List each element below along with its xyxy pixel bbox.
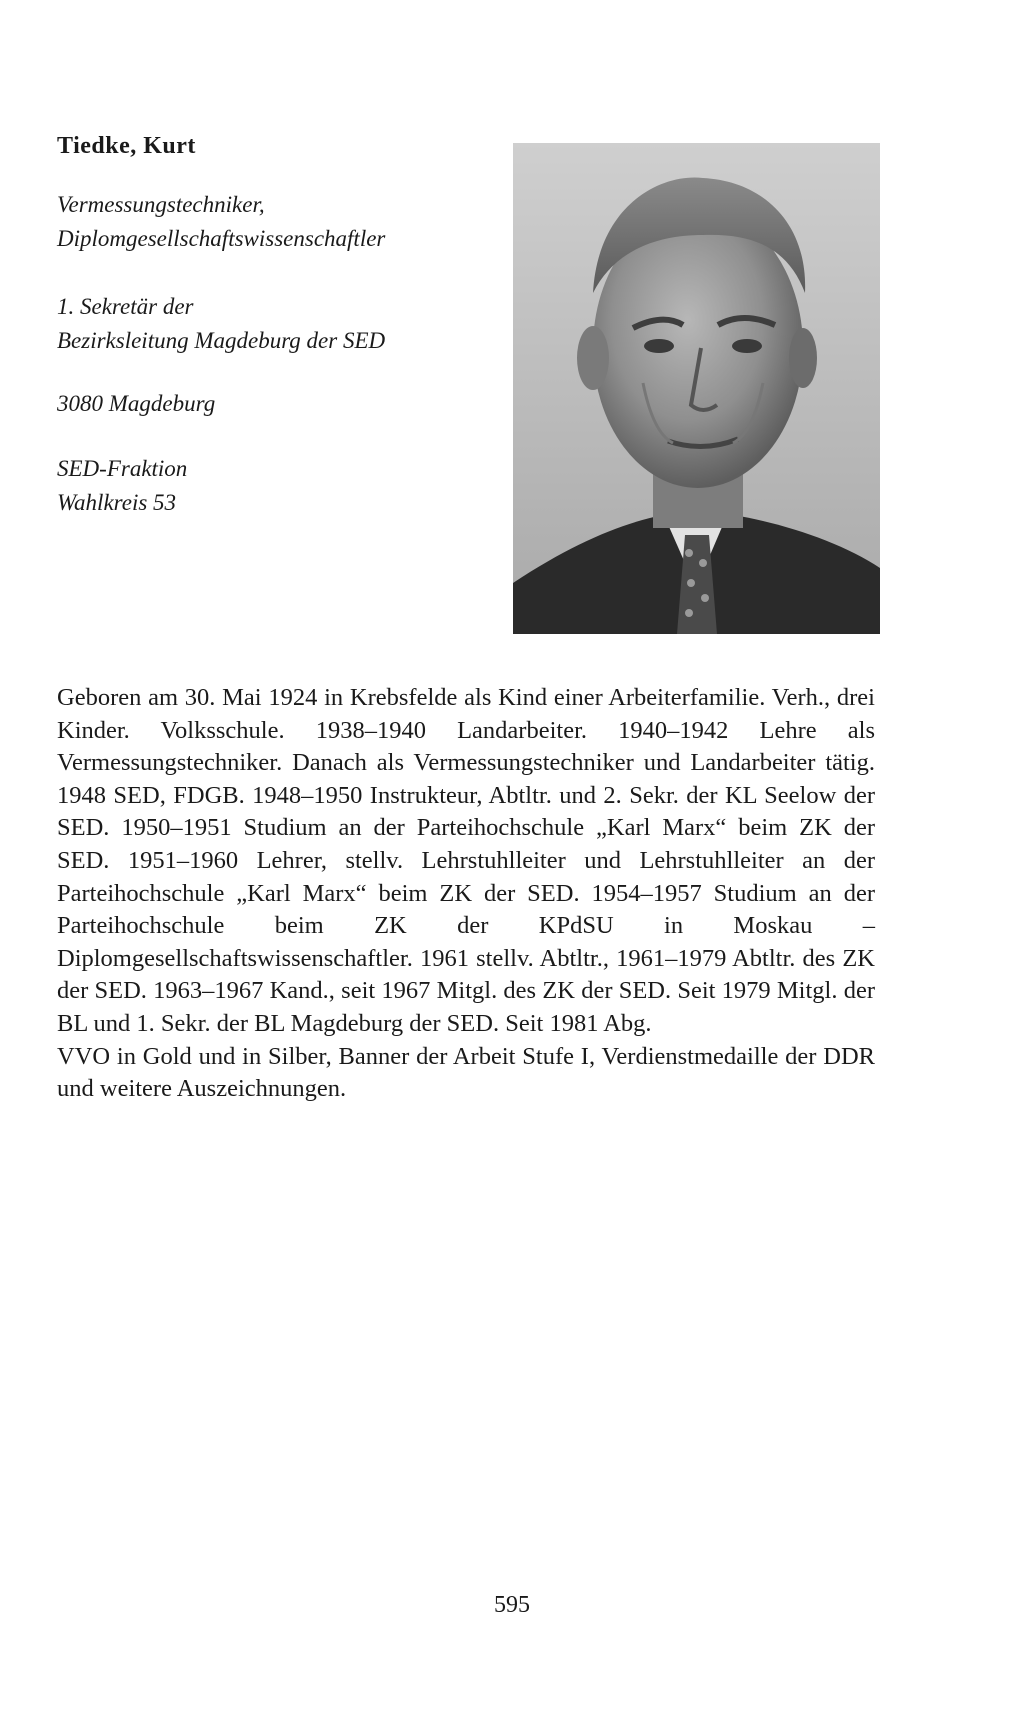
faction-line: SED-Fraktion bbox=[57, 456, 188, 481]
awards-paragraph: VVO in Gold und in Silber, Banner der Arbeit Stufe I, Verdienstmedaille der DDR und weitere Auszeichnungen. bbox=[57, 1042, 875, 1103]
position-line: Bezirksleitung Magdeburg der SED bbox=[57, 328, 386, 353]
address-block bbox=[57, 387, 215, 421]
address-line: 3080 Magdeburg bbox=[57, 391, 216, 416]
biography-paragraph: Geboren am 30. Mai 1924 in Krebsfelde als Kind einer Arbeiterfamilie. Verh., drei Kinder. Volksschule. 1938–1940 Landarbeiter. 1940–1942 Lehre als Vermessungstechniker. Danach als Vermessungstechniker und Landarbeiter tätig. 1948 SED, FDGB. 1948–1950 Instrukteur, Abtltr. und 2. Sekr. der KL Seelow der SED. 1950–1951 Studium an der Parteihochschule „Karl Marx“ beim ZK der SED. 1951–1960 Lehrer, stellv. Lehrstuhlleiter und Lehrstuhlleiter an der Parteihochschule „Karl Marx“ beim ZK der SED. 1954–1957 Studium an der Parteihochschule beim ZK der KPdSU in Moskau – Diplomgesellschaftswissenschaftler. 1961 stellv. Abtltr., 1961–1979 Abtltr. des ZK der SED. 1963–1967 Kand., seit 1967 Mitgl. des ZK der SED. Seit 1979 Mitgl. der BL und 1. Sekr. der BL Magdeburg der SED. Seit 1981 Abg. bbox=[57, 684, 875, 1037]
profession-line: Vermessungstechniker, bbox=[57, 192, 265, 217]
portrait-photo bbox=[513, 143, 880, 634]
constituency-line: Wahlkreis 53 bbox=[57, 490, 177, 515]
page-number: 595 bbox=[494, 1592, 530, 1618]
position-block bbox=[57, 290, 385, 358]
biography-text bbox=[57, 682, 875, 1106]
profession-block bbox=[57, 188, 385, 256]
portrait-icon bbox=[513, 143, 880, 634]
faction-block bbox=[57, 452, 187, 520]
person-name: Tiedke, Kurt bbox=[57, 133, 196, 159]
position-line: 1. Sekretär der bbox=[57, 294, 194, 319]
profession-line: Diplomgesellschaftswissenschaftler bbox=[57, 226, 386, 251]
